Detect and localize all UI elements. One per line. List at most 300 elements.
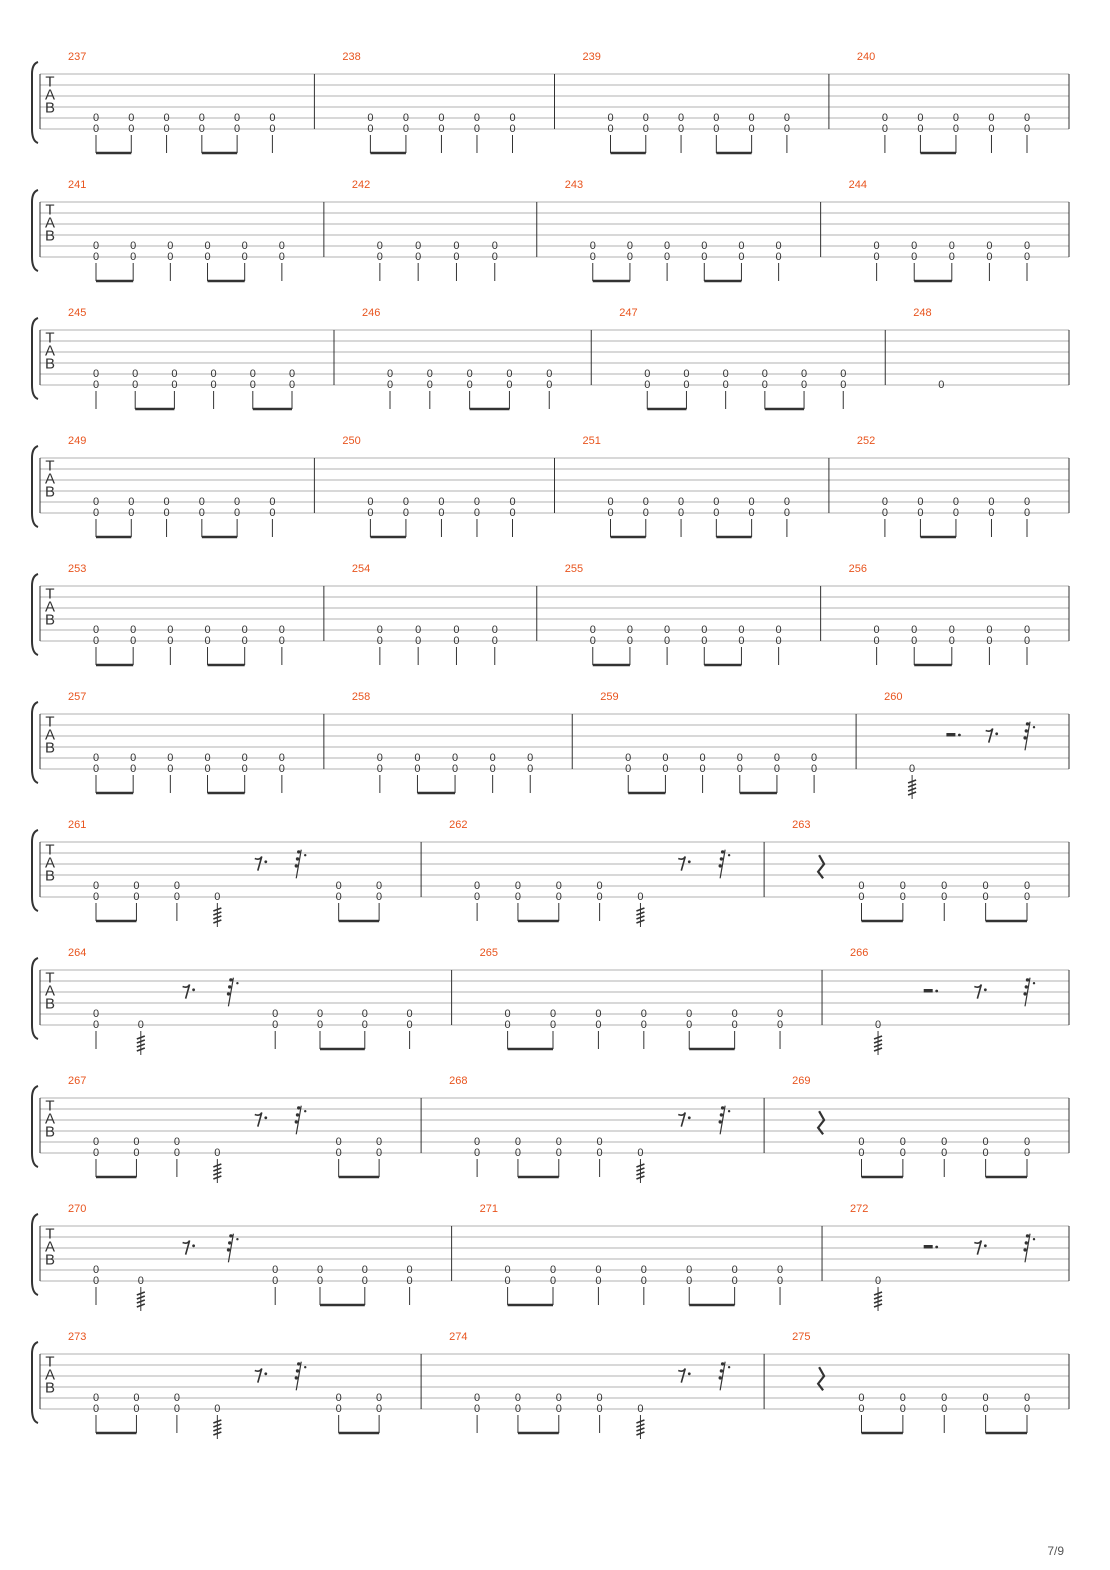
fret-number: 0: [133, 891, 140, 903]
fret-number: 0: [214, 1147, 221, 1159]
fret-number: 0: [316, 1008, 324, 1020]
short-rest-flag: [295, 864, 298, 867]
short-rest-flag: [720, 1113, 723, 1116]
fret-number: 0: [738, 624, 745, 636]
fret-number: 0: [514, 1136, 522, 1148]
fret-number: 0: [474, 1147, 481, 1159]
short-rest-flag: [720, 1369, 723, 1372]
measure-number: 242: [351, 179, 371, 191]
fret-number: 0: [474, 1392, 481, 1404]
tab-clef-letter: A: [44, 854, 56, 872]
fret-number: 0: [776, 1275, 784, 1287]
fret-number: 0: [130, 251, 137, 263]
fret-number: 0: [986, 240, 993, 252]
fret-number: 0: [555, 1147, 562, 1159]
fret-number: 0: [509, 123, 516, 135]
fret-number: 0: [198, 507, 205, 519]
fret-number: 0: [278, 763, 285, 775]
fret-number: 0: [881, 112, 888, 124]
fret-number: 0: [776, 1008, 784, 1020]
fret-number: 0: [241, 624, 248, 636]
fret-number: 0: [128, 507, 135, 519]
fret-number: 0: [596, 1392, 603, 1404]
fret-number: 0: [376, 624, 383, 636]
fret-number: 0: [637, 1403, 644, 1415]
fret-number: 0: [881, 507, 888, 519]
fret-number: 0: [909, 763, 916, 775]
tab-clef-letter: A: [44, 726, 56, 744]
fret-number: 0: [607, 496, 614, 508]
system-brace: [32, 574, 38, 655]
fret-number: 0: [637, 891, 644, 903]
fret-number: 0: [917, 123, 924, 135]
fret-number: 0: [677, 507, 685, 519]
fret-number: 0: [589, 624, 596, 636]
measure: [342, 51, 554, 153]
fret-number: 0: [133, 1147, 140, 1159]
tab-clef-letter: B: [44, 611, 56, 629]
measure-number: 272: [850, 1203, 869, 1215]
fret-number: 0: [376, 1392, 383, 1404]
fret-number: 0: [92, 496, 100, 508]
tab-clef-letter: A: [44, 214, 56, 232]
fret-number: 0: [988, 112, 995, 124]
fret-number: 0: [376, 251, 383, 263]
measure-number: 268: [449, 1075, 468, 1087]
tab-system: [32, 947, 1069, 1055]
fret-number: 0: [335, 1147, 342, 1159]
fret-number: 0: [367, 496, 374, 508]
fret-number: 0: [249, 368, 256, 380]
fret-number: 0: [316, 1275, 324, 1287]
rest-dot: [192, 1244, 195, 1247]
fret-number: 0: [941, 1392, 948, 1404]
fret-number: 0: [234, 123, 241, 135]
fret-number: 0: [644, 368, 651, 380]
fret-number: 0: [1023, 635, 1031, 647]
short-rest-flag: [295, 1376, 298, 1379]
fret-number: 0: [626, 635, 633, 647]
measure: [850, 947, 1069, 1055]
fret-number: 0: [269, 507, 276, 519]
fret-number: 0: [858, 1392, 865, 1404]
measure-number: 238: [342, 51, 361, 63]
fret-number: 0: [130, 763, 137, 775]
fret-number: 0: [167, 240, 174, 252]
measure: [449, 819, 764, 927]
measure-number: 255: [564, 563, 584, 575]
fret-number: 0: [474, 880, 481, 892]
fret-number: 0: [595, 1264, 602, 1276]
fret-number: 0: [204, 251, 211, 263]
fret-number: 0: [278, 240, 285, 252]
fret-number: 0: [1023, 240, 1031, 252]
fret-number: 0: [899, 1392, 906, 1404]
fret-number: 0: [173, 1147, 180, 1159]
measure: [68, 563, 324, 665]
fret-number: 0: [509, 496, 516, 508]
measure-number: 260: [884, 691, 903, 703]
fret-number: 0: [167, 251, 174, 263]
fret-number: 0: [514, 880, 522, 892]
short-rest-flag: [228, 1241, 231, 1244]
fret-number: 0: [596, 891, 603, 903]
fret-number: 0: [589, 251, 596, 263]
fret-number: 0: [92, 1136, 100, 1148]
measure-number: 267: [68, 1075, 87, 1087]
fret-number: 0: [406, 1264, 413, 1276]
fret-number: 0: [249, 379, 256, 391]
fret-number: 0: [607, 123, 614, 135]
rest-dot: [984, 1244, 987, 1247]
fret-number: 0: [783, 112, 790, 124]
fret-number: 0: [858, 891, 865, 903]
short-rest-flag: [227, 992, 230, 995]
fret-number: 0: [367, 507, 374, 519]
fret-number: 0: [489, 763, 496, 775]
fret-number: 0: [713, 112, 720, 124]
measure-number: 274: [449, 1331, 468, 1343]
fret-number: 0: [938, 379, 945, 391]
fret-number: 0: [414, 763, 421, 775]
short-rest-flag: [296, 857, 299, 860]
fret-number: 0: [173, 1392, 180, 1404]
measure: [68, 691, 324, 793]
fret-number: 0: [982, 891, 989, 903]
fret-number: 0: [415, 635, 422, 647]
fret-number: 0: [775, 251, 782, 263]
tab-system: [32, 179, 1069, 281]
fret-number: 0: [214, 891, 221, 903]
measure: [850, 1203, 1069, 1311]
measure: [68, 1203, 452, 1311]
fret-number: 0: [731, 1275, 738, 1287]
measure-number: 253: [68, 563, 87, 575]
fret-number: 0: [776, 1019, 784, 1031]
fret-number: 0: [595, 1019, 602, 1031]
fret-number: 0: [361, 1008, 368, 1020]
fret-number: 0: [589, 635, 596, 647]
fret-number: 0: [514, 1403, 522, 1415]
measure-number: 262: [449, 819, 468, 831]
measure-number: 263: [792, 819, 811, 831]
measure-number: 245: [68, 307, 87, 319]
fret-number: 0: [738, 251, 745, 263]
fret-number: 0: [473, 123, 481, 135]
fret-number: 0: [466, 379, 473, 391]
fret-number: 0: [367, 112, 374, 124]
fret-number: 0: [386, 379, 394, 391]
tab-system: [32, 435, 1069, 537]
fret-number: 0: [163, 112, 170, 124]
fret-number: 0: [92, 1275, 100, 1287]
fret-number: 0: [713, 496, 720, 508]
short-rest-flag: [297, 1362, 300, 1365]
fret-number: 0: [402, 507, 409, 519]
fret-number: 0: [92, 507, 100, 519]
fret-number: 0: [241, 240, 248, 252]
fret-number: 0: [92, 112, 100, 124]
measure-number: 246: [362, 307, 381, 319]
tab-clef-letter: B: [44, 1379, 56, 1397]
fret-number: 0: [738, 635, 745, 647]
fret-number: 0: [504, 1264, 511, 1276]
fret-number: 0: [776, 1264, 784, 1276]
fret-number: 0: [595, 1275, 602, 1287]
fret-number: 0: [376, 635, 383, 647]
fret-number: 0: [489, 752, 496, 764]
fret-number: 0: [453, 251, 460, 263]
short-rest-flag: [228, 985, 231, 988]
fret-number: 0: [899, 1136, 906, 1148]
fret-number: 0: [773, 752, 780, 764]
fret-number: 0: [642, 123, 649, 135]
short-rest-flag: [1023, 736, 1026, 739]
fret-number: 0: [474, 1403, 481, 1415]
fret-number: 0: [198, 496, 205, 508]
fret-number: 0: [173, 1136, 180, 1148]
fret-number: 0: [402, 112, 409, 124]
fret-number: 0: [272, 1275, 279, 1287]
fret-number: 0: [555, 1136, 562, 1148]
fret-number: 0: [361, 1264, 368, 1276]
fret-number: 0: [899, 891, 906, 903]
fret-number: 0: [783, 507, 790, 519]
fret-number: 0: [491, 240, 498, 252]
fret-number: 0: [662, 763, 669, 775]
fret-number: 0: [527, 763, 534, 775]
measure: [68, 51, 314, 153]
fret-number: 0: [92, 635, 100, 647]
fret-number: 0: [204, 763, 211, 775]
tab-clef-letter: B: [44, 1251, 56, 1269]
system-brace: [32, 1214, 38, 1295]
fret-number: 0: [438, 507, 445, 519]
fret-number: 0: [840, 379, 847, 391]
fret-number: 0: [549, 1008, 557, 1020]
fret-number: 0: [642, 507, 649, 519]
fret-number: 0: [701, 624, 708, 636]
tab-clef-letter: B: [44, 355, 56, 373]
fret-number: 0: [241, 752, 248, 764]
fret-number: 0: [167, 763, 174, 775]
fret-number: 0: [644, 379, 651, 391]
half-rest: [946, 733, 955, 737]
fret-number: 0: [453, 624, 460, 636]
fret-number: 0: [713, 507, 720, 519]
tab-clef-letter: T: [45, 1097, 55, 1115]
fret-number: 0: [92, 379, 100, 391]
fret-number: 0: [952, 123, 960, 135]
measure: [857, 51, 1069, 153]
short-rest-flag: [1023, 992, 1026, 995]
measure-number: 264: [68, 947, 87, 959]
fret-number: 0: [514, 891, 522, 903]
fret-number: 0: [163, 496, 170, 508]
fret-number: 0: [783, 123, 790, 135]
measure-number: 265: [479, 947, 498, 959]
measure: [68, 179, 324, 281]
measure: [480, 947, 822, 1049]
measure: [480, 1203, 822, 1305]
fret-number: 0: [699, 752, 706, 764]
fret-number: 0: [988, 496, 995, 508]
fret-number: 0: [92, 880, 100, 892]
fret-number: 0: [874, 1275, 882, 1287]
short-rest-flag: [1023, 1248, 1026, 1251]
fret-number: 0: [204, 752, 211, 764]
fret-number: 0: [128, 496, 135, 508]
fret-number: 0: [414, 752, 421, 764]
measure-number: 256: [848, 563, 867, 575]
measure-number: 271: [479, 1203, 498, 1215]
short-rest-flag: [721, 1362, 724, 1365]
fret-number: 0: [426, 368, 433, 380]
fret-number: 0: [662, 752, 669, 764]
fret-number: 0: [642, 496, 649, 508]
fret-number: 0: [546, 379, 553, 391]
fret-number: 0: [272, 1019, 279, 1031]
fret-number: 0: [133, 1136, 140, 1148]
short-rest-flag: [1025, 985, 1028, 988]
system-brace: [32, 830, 38, 911]
fret-number: 0: [376, 763, 383, 775]
measure: [849, 179, 1069, 281]
fret-number: 0: [858, 1136, 865, 1148]
fret-number: 0: [640, 1264, 647, 1276]
fret-number: 0: [595, 1008, 602, 1020]
fret-number: 0: [625, 752, 632, 764]
fret-number: 0: [626, 251, 633, 263]
fret-number: 0: [453, 240, 460, 252]
fret-number: 0: [952, 507, 960, 519]
fret-number: 0: [941, 891, 948, 903]
fret-number: 0: [335, 1392, 342, 1404]
fret-number: 0: [128, 123, 135, 135]
fret-number: 0: [555, 1403, 562, 1415]
measure: [792, 1075, 1069, 1177]
fret-number: 0: [549, 1019, 557, 1031]
fret-number: 0: [415, 624, 422, 636]
measure: [362, 307, 591, 409]
fret-number: 0: [171, 368, 178, 380]
fret-number: 0: [272, 1264, 279, 1276]
fret-number: 0: [92, 240, 100, 252]
fret-number: 0: [731, 1264, 738, 1276]
fret-number: 0: [640, 1275, 647, 1287]
measure: [565, 563, 821, 665]
tab-clef-letter: A: [44, 1238, 56, 1256]
rest-dot: [1033, 1238, 1035, 1240]
short-rest-flag: [720, 857, 723, 860]
fret-number: 0: [474, 1136, 481, 1148]
measure: [600, 691, 856, 793]
measure: [449, 1331, 764, 1439]
fret-number: 0: [800, 368, 808, 380]
fret-number: 0: [504, 1008, 511, 1020]
fret-number: 0: [982, 1147, 989, 1159]
fret-number: 0: [911, 624, 918, 636]
measure-number: 250: [342, 435, 361, 447]
fret-number: 0: [683, 379, 690, 391]
tab-clef-letter: T: [45, 73, 55, 91]
tab-system: [32, 51, 1069, 153]
system-brace: [32, 702, 38, 783]
fret-number: 0: [92, 251, 100, 263]
measure: [68, 435, 314, 537]
fret-number: 0: [367, 123, 374, 135]
fret-number: 0: [234, 507, 241, 519]
fret-number: 0: [626, 240, 633, 252]
fret-number: 0: [466, 368, 473, 380]
fret-number: 0: [451, 752, 459, 764]
fret-number: 0: [1023, 496, 1031, 508]
fret-number: 0: [415, 240, 422, 252]
fret-number: 0: [686, 1264, 693, 1276]
fret-number: 0: [406, 1019, 413, 1031]
fret-number: 0: [241, 251, 248, 263]
fret-number: 0: [1023, 123, 1031, 135]
fret-number: 0: [1023, 1392, 1031, 1404]
measure-number: 237: [68, 51, 87, 63]
rest-dot: [935, 990, 938, 993]
measure: [342, 435, 554, 537]
fret-number: 0: [899, 880, 906, 892]
fret-number: 0: [917, 507, 924, 519]
measure-number: 275: [792, 1331, 811, 1343]
fret-number: 0: [881, 496, 888, 508]
short-rest-flag: [296, 1369, 299, 1372]
short-rest-flag: [719, 1376, 722, 1379]
fret-number: 0: [386, 368, 394, 380]
fret-number: 0: [840, 368, 847, 380]
fret-number: 0: [234, 496, 241, 508]
rest-dot: [264, 1372, 267, 1375]
fret-number: 0: [640, 1008, 647, 1020]
short-rest-flag: [296, 1113, 299, 1116]
fret-number: 0: [686, 1019, 693, 1031]
measure: [352, 691, 572, 793]
fret-number: 0: [491, 251, 498, 263]
short-rest-flag: [229, 978, 232, 981]
fret-number: 0: [473, 507, 481, 519]
fret-number: 0: [92, 1392, 100, 1404]
short-rest-flag: [227, 1248, 230, 1251]
fret-number: 0: [438, 123, 445, 135]
measure-number: 252: [856, 435, 876, 447]
measure-number: 261: [68, 819, 87, 831]
fret-number: 0: [917, 496, 924, 508]
tab-clef-letter: B: [44, 867, 56, 885]
short-rest-flag: [297, 850, 300, 853]
tab-clef-letter: A: [44, 982, 56, 1000]
rest-dot: [728, 1110, 730, 1112]
tab-clef-letter: T: [45, 1225, 55, 1243]
measure: [913, 307, 1069, 391]
fret-number: 0: [438, 496, 445, 508]
fret-number: 0: [198, 123, 205, 135]
fret-number: 0: [555, 1392, 562, 1404]
fret-number: 0: [911, 635, 918, 647]
fret-number: 0: [701, 635, 708, 647]
fret-number: 0: [376, 752, 383, 764]
fret-number: 0: [214, 1403, 221, 1415]
fret-number: 0: [873, 624, 880, 636]
measure: [857, 435, 1069, 537]
fret-number: 0: [731, 1019, 738, 1031]
fret-number: 0: [1023, 507, 1031, 519]
fret-number: 0: [453, 635, 460, 647]
